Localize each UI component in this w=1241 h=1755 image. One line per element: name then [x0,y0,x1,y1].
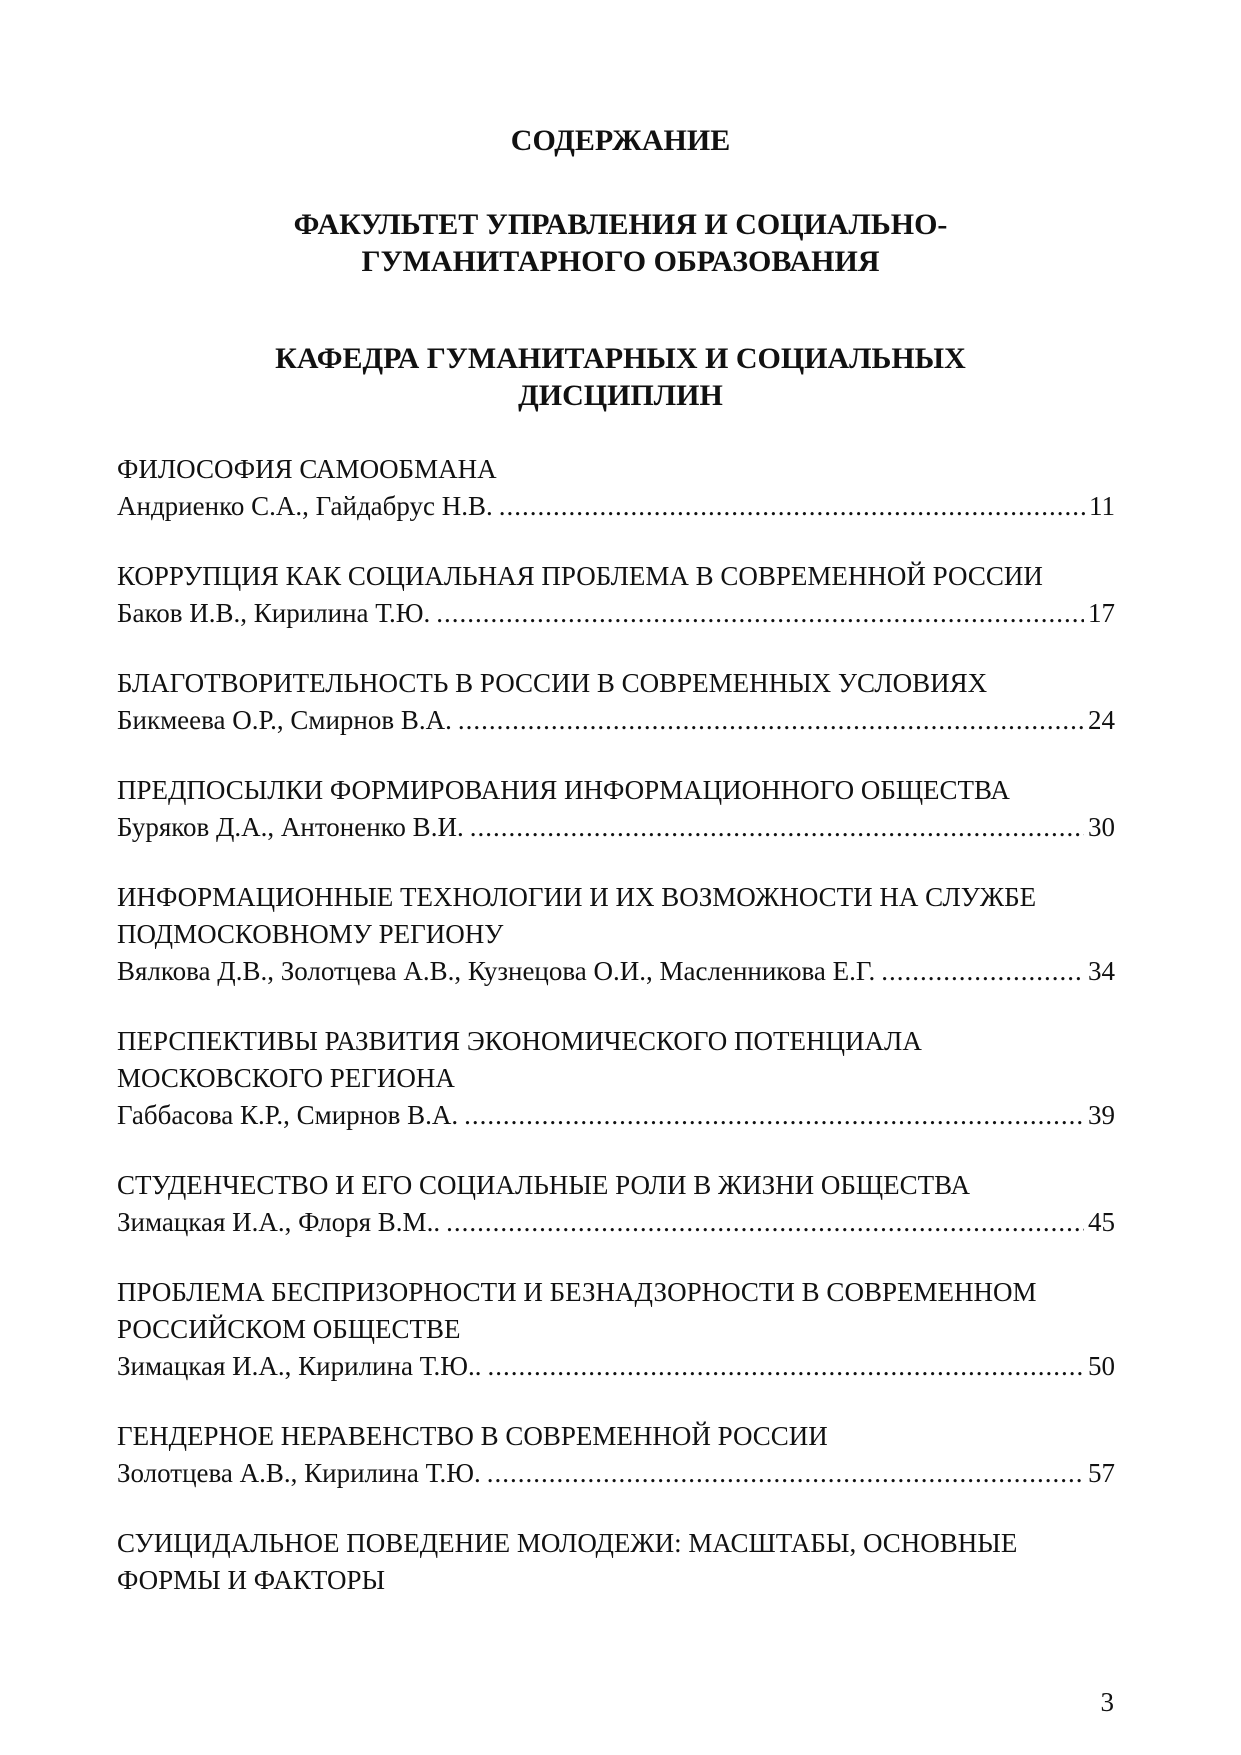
department-heading-line-1: КАФЕДРА ГУМАНИТАРНЫХ И СОЦИАЛЬНЫХ [275,342,966,375]
toc-entry[interactable] [117,451,1115,525]
toc-entry-author-line [117,1348,1115,1385]
toc-dot-leader [487,1455,1084,1492]
toc-entry[interactable] [117,1167,1115,1241]
toc-entry[interactable] [117,1525,1115,1599]
toc-dot-leader [487,1348,1084,1385]
toc-entry[interactable] [117,665,1115,739]
toc-entry-title [117,558,1115,595]
toc-entry-page-number: 57 [1088,1458,1115,1488]
toc-dot-leader [499,488,1085,525]
toc-entry-title [117,1418,1115,1455]
toc-entry-title [117,451,1115,488]
toc-entry-title [117,1525,1115,1599]
toc-entry-authors: Золотцева А.В., Кирилина Т.Ю. [117,1458,481,1488]
toc-entry-title-line: КОРРУПЦИЯ КАК СОЦИАЛЬНАЯ ПРОБЛЕМА В СОВРЕМЕННОЙ РОССИИ [117,561,1043,591]
page-title [0,122,1241,159]
toc-entry-author-line [117,809,1115,846]
toc-dot-leader [458,702,1084,739]
toc-entry[interactable] [117,1418,1115,1492]
toc-entry-authors: Габбасова К.Р., Смирнов В.А. [117,1100,459,1130]
toc-entry-title-line: СТУДЕНЧЕСТВО И ЕГО СОЦИАЛЬНЫЕ РОЛИ В ЖИЗНИ ОБЩЕСТВА [117,1170,970,1200]
toc-entry[interactable] [117,1023,1115,1134]
page-number: 3 [1100,1687,1114,1717]
toc-dot-leader [881,953,1084,990]
toc-entry[interactable] [117,558,1115,632]
toc-entry-title [117,772,1115,809]
toc-dot-leader [464,1097,1084,1134]
toc-dot-leader [436,595,1084,632]
toc-entry-title [117,1023,1115,1097]
toc-entry[interactable] [117,772,1115,846]
toc-entry-title [117,1167,1115,1204]
toc-dot-leader [470,809,1084,846]
toc-entry-title [117,1274,1115,1348]
department-heading-line-2: ДИСЦИПЛИН [518,379,723,412]
toc-entry-page-number: 50 [1088,1351,1115,1381]
toc-entry-author-line [117,1455,1115,1492]
toc-entry-author-line [117,595,1115,632]
department-heading [0,340,1241,414]
toc-entry-page-number: 30 [1088,812,1115,842]
toc-entry-title-line: ПЕРСПЕКТИВЫ РАЗВИТИЯ ЭКОНОМИЧЕСКОГО ПОТЕНЦИАЛА [117,1026,922,1056]
toc-entry-page-number: 45 [1088,1207,1115,1237]
toc-entry-title-line: СУИЦИДАЛЬНОЕ ПОВЕДЕНИЕ МОЛОДЕЖИ: МАСШТАБЫ, ОСНОВНЫЕ [117,1528,1018,1558]
toc-entry-title [117,879,1115,953]
faculty-heading-line-1: ФАКУЛЬТЕТ УПРАВЛЕНИЯ И СОЦИАЛЬНО- [293,208,948,241]
toc-dot-leader [446,1204,1084,1241]
toc-entry-authors: Вялкова Д.В., Золотцева А.В., Кузнецова О.И., Масленникова Е.Г. [117,956,876,986]
toc-entry-title-line: РОССИЙСКОМ ОБЩЕСТВЕ [117,1314,461,1344]
faculty-heading [0,206,1241,280]
table-of-contents [117,451,1115,1632]
toc-entry-author-line [117,702,1115,739]
toc-entry-title [117,665,1115,702]
toc-entry-title-line: ФОРМЫ И ФАКТОРЫ [117,1565,386,1595]
toc-entry-title-line: БЛАГОТВОРИТЕЛЬНОСТЬ В РОССИИ В СОВРЕМЕННЫХ УСЛОВИЯХ [117,668,988,698]
toc-entry[interactable] [117,879,1115,990]
toc-entry-page-number: 34 [1088,956,1115,986]
toc-entry-authors: Баков И.В., Кирилина Т.Ю. [117,598,431,628]
toc-entry-title-line: МОСКОВСКОГО РЕГИОНА [117,1063,455,1093]
title-text: СОДЕРЖАНИЕ [510,124,731,157]
toc-entry-authors: Зимацкая И.А., Флоря В.М.. [117,1207,441,1237]
toc-entry-title-line: ГЕНДЕРНОЕ НЕРАВЕНСТВО В СОВРЕМЕННОЙ РОССИИ [117,1421,828,1451]
toc-entry-page-number: 17 [1088,598,1115,628]
toc-entry-page-number: 39 [1088,1100,1115,1130]
toc-entry-page-number: 11 [1089,491,1115,521]
toc-entry-author-line [117,1097,1115,1134]
toc-entry-authors: Зимацкая И.А., Кирилина Т.Ю.. [117,1351,482,1381]
toc-entry-title-line: ПРОБЛЕМА БЕСПРИЗОРНОСТИ И БЕЗНАДЗОРНОСТИ В СОВРЕМЕННОМ [117,1277,1037,1307]
toc-entry-title-line: ИНФОРМАЦИОННЫЕ ТЕХНОЛОГИИ И ИХ ВОЗМОЖНОСТИ НА СЛУЖБЕ [117,882,1037,912]
toc-entry-title-line: ПРЕДПОСЫЛКИ ФОРМИРОВАНИЯ ИНФОРМАЦИОННОГО ОБЩЕСТВА [117,775,1010,805]
toc-entry-page-number: 24 [1088,705,1115,735]
toc-entry-authors: Андриенко С.А., Гайдабрус Н.В. [117,491,493,521]
toc-entry-title-line: ПОДМОСКОВНОМУ РЕГИОНУ [117,919,504,949]
toc-entry-title-line: ФИЛОСОФИЯ САМООБМАНА [117,454,497,484]
faculty-heading-line-2: ГУМАНИТАРНОГО ОБРАЗОВАНИЯ [361,245,880,278]
toc-entry-author-line [117,488,1115,525]
toc-entry-author-line [117,1204,1115,1241]
toc-entry-author-line [117,953,1115,990]
toc-entry[interactable] [117,1274,1115,1385]
toc-entry-authors: Бикмеева О.Р., Смирнов В.А. [117,705,452,735]
toc-entry-authors: Буряков Д.А., Антоненко В.И. [117,812,464,842]
